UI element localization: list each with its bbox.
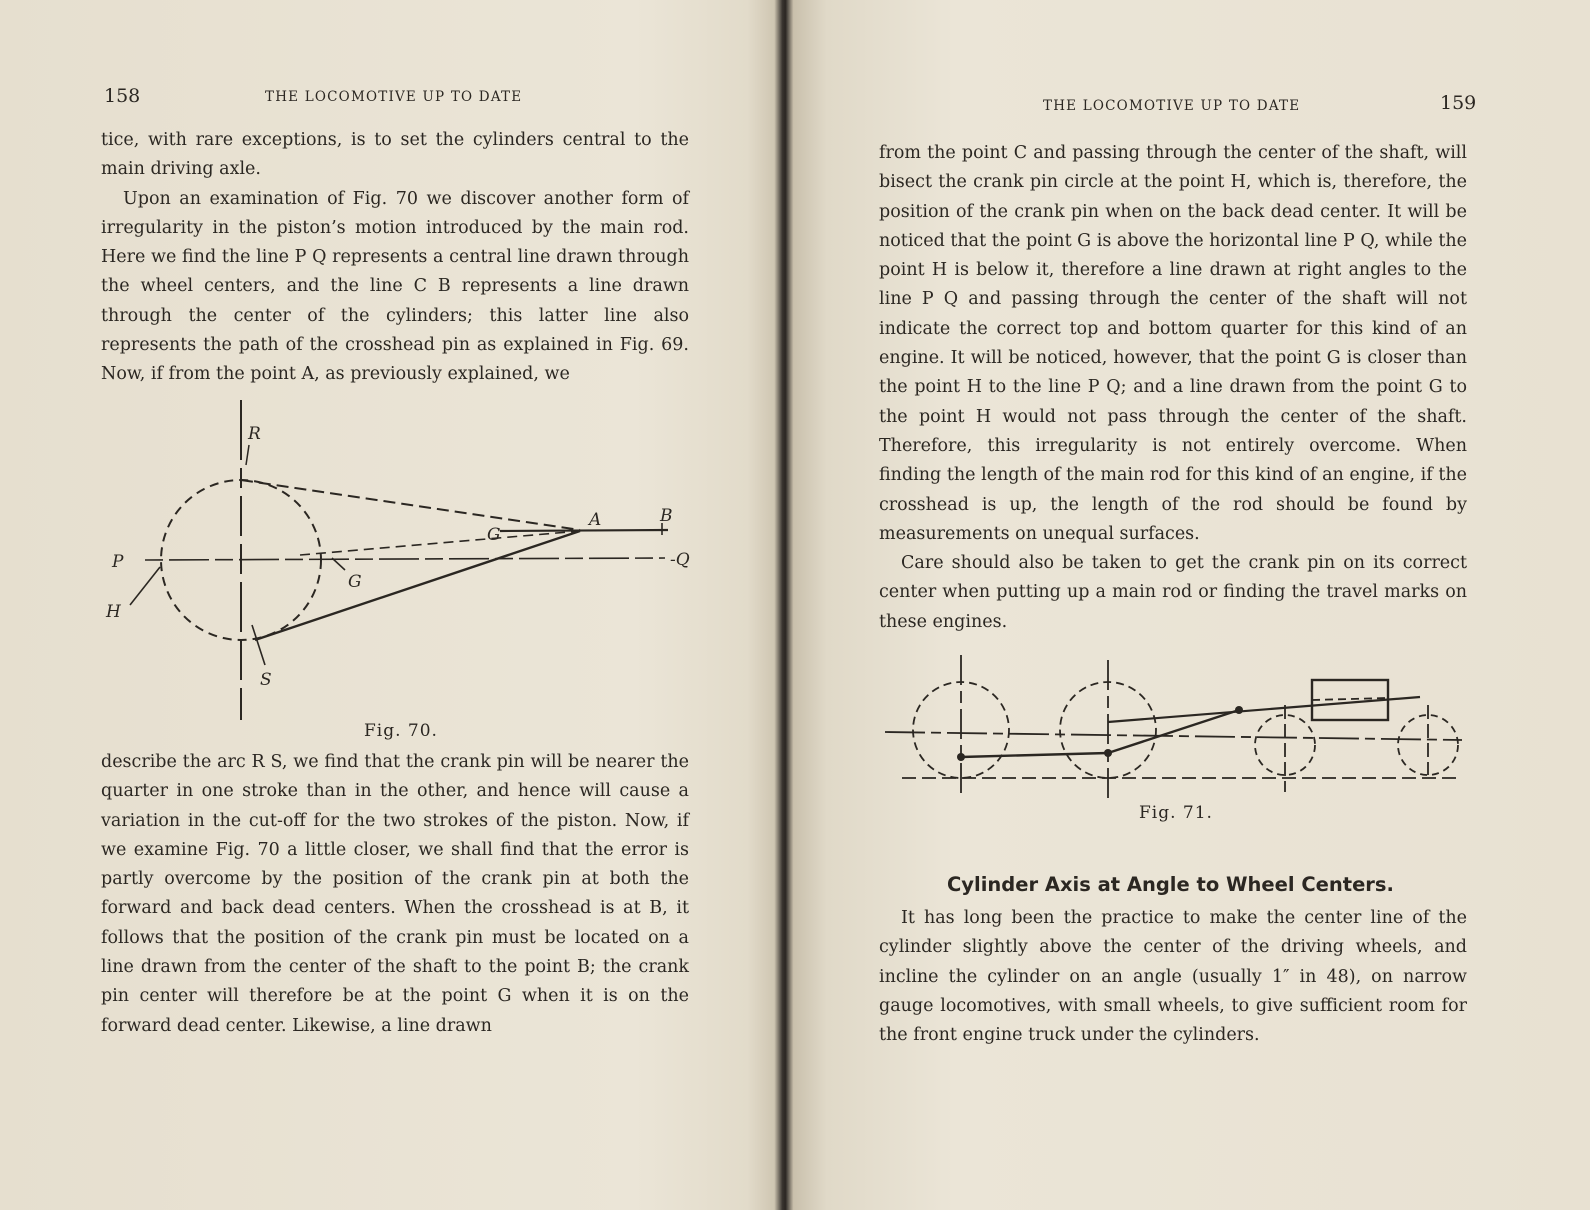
line-top-to-a: [241, 480, 580, 530]
left-text-bottom: [101, 748, 689, 1041]
figure-71-diagram: [882, 650, 1472, 805]
paragraph: Upon an examination of Fig. 70 we discover another form of irregularity in the piston’s motion introduced by the main rod. Here we find the line P Q represents a central line drawn through the wheel centers, and the line C B represents a line drawn through the center of the cylinders; this latter line also represents the path of the crosshead pin as explained in Fig. 69. Now, if from the point A, as previously explained, we: [101, 188, 689, 385]
line-ab: [500, 530, 668, 531]
running-title-right: THE LOCOMOTIVE UP TO DATE: [1043, 98, 1301, 114]
label-g-upper: G: [487, 525, 501, 545]
label-r: R: [248, 424, 261, 444]
crank-pin-1: [957, 753, 965, 761]
paragraph: Care should also be taken to get the crank pin on its correct center when putting up a main rod or finding the travel marks on these engines.: [879, 553, 1467, 632]
figure-70-caption: Fig. 70.: [364, 721, 438, 741]
right-text-bottom: [879, 904, 1467, 1050]
r-tick: [246, 445, 249, 465]
left-text-top: [101, 126, 689, 390]
crank-pin-2: [1104, 749, 1112, 757]
right-page: [800, 0, 1590, 1210]
label-g-lower: G: [348, 572, 362, 592]
main-rod-line: [255, 531, 580, 640]
label-a: A: [589, 510, 602, 530]
figure-70-diagram: [100, 395, 700, 725]
s-line: [252, 625, 265, 665]
page-number-left: 158: [104, 85, 141, 107]
inclined-center-line: [1108, 697, 1420, 722]
wheel-center-line: [885, 732, 1462, 740]
h-pointer: [130, 567, 160, 605]
label-s: S: [260, 670, 272, 690]
label-b: B: [660, 506, 673, 526]
running-title-left: THE LOCOMOTIVE UP TO DATE: [265, 89, 523, 105]
line-cb: [300, 531, 580, 555]
paragraph: tice, with rare exceptions, is to set the cylinders central to the main driving axle.: [101, 130, 689, 180]
paragraph: It has long been the practice to make the center line of the cylinder slightly above the center of the driving wheels, and incline the cylinder on an angle (usually 1″ in 48), on narrow gauge locomotives, with small wheels, to give sufficient room for the front engine truck under the cylinders.: [879, 908, 1467, 1046]
left-page: [0, 0, 790, 1210]
right-text-top: [879, 139, 1467, 637]
line-pq: [145, 558, 665, 560]
label-q: -Q: [670, 550, 690, 570]
paragraph: describe the arc R S, we find that the crank pin will be nearer the quarter in one stroke than in the other, and hence will cause a variation in the cut-off for the two strokes of the piston. Now, if we examine Fig. 70 a little closer, we shall find that the error is partly overcome by the position of the crank pin at both the forward and back dead centers. When the crosshead is at B, it follows that the position of the crank pin must be located on a line drawn from the center of the shaft to the point B; the crank pin center will therefore be at the point G when it is on the forward dead center. Likewise, a line drawn: [101, 752, 689, 1036]
figure-71-caption: Fig. 71.: [1139, 803, 1213, 823]
crosshead-pin: [1235, 706, 1243, 714]
page-number-right: 159: [1440, 92, 1477, 114]
section-heading: Cylinder Axis at Angle to Wheel Centers.: [947, 873, 1394, 896]
label-p: P: [112, 552, 124, 572]
label-h: H: [106, 602, 121, 622]
side-rod: [961, 753, 1108, 757]
paragraph: from the point C and passing through the center of the shaft, will bisect the crank pin circle at the point H, which is, therefore, the position of the crank pin when on the back dead center. It will be noticed that the point G is above the horizontal line P Q, while the point H is below it, therefore a line drawn at right angles to the line P Q and passing through the center of the shaft will not indicate the correct top and bottom quarter for this kind of an engine. It will be noticed, however, that the point G is closer than the point H to the line P Q; and a line drawn from the point G to the point H would not pass through the center of the shaft. Therefore, this irregularity is not entirely overcome. When finding the length of the main rod for this kind of an engine, if the crosshead is up, the length of the rod should be found by measurements on unequal surfaces.: [879, 143, 1467, 544]
